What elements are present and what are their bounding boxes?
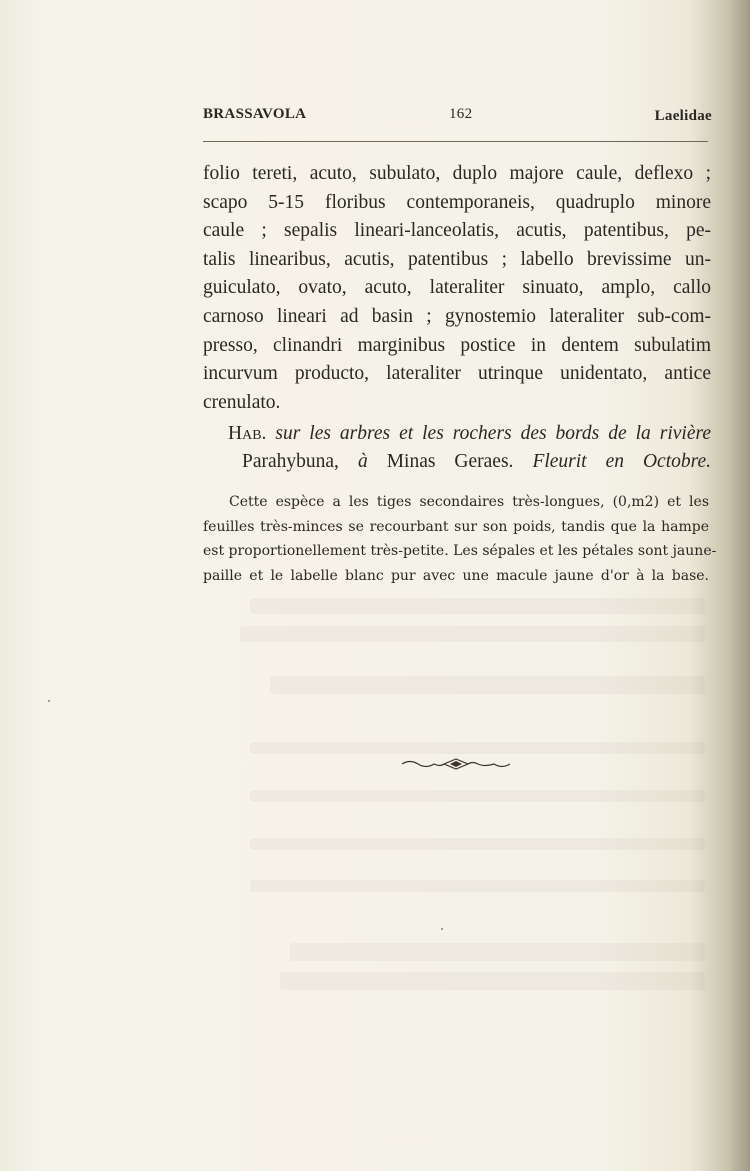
running-head-family: Laelidae	[654, 108, 712, 124]
habitat-paragraph	[203, 420, 711, 476]
latin-line: carnoso lineari ad basin ; gynostemio lateraliter sub-com-	[203, 305, 711, 327]
habitat-preposition: à	[357, 451, 368, 472]
latin-description	[203, 160, 711, 417]
latin-line: caule ; sepalis lineari-lanceolatis, acutis, patentibus, pe-	[203, 220, 711, 242]
habitat-label: Hab.	[228, 423, 267, 444]
latin-line: presso, clinandri marginibus postice in dentem subulatim	[203, 334, 711, 356]
page-number: 162	[449, 106, 473, 122]
latin-line: folio tereti, acuto, subulato, duplo majore caule, deflexo ;	[203, 163, 711, 184]
header-rule	[203, 141, 708, 142]
habitat-river: Parahybuna,	[242, 451, 339, 472]
running-head	[203, 106, 712, 128]
note-line: est proportionellement très-petite. Les sépales et les pétales sont jaune-	[203, 543, 717, 560]
habitat-region: Minas Geraes.	[386, 451, 514, 472]
note-line: feuilles très-minces se recourbant sur son poids, tandis que la hampe	[203, 518, 709, 535]
habitat-location-italic: sur les arbres et les rochers des bords de la rivière	[275, 423, 712, 444]
note-line: paille et le labelle blanc pur avec une macule jaune d'or à la base.	[203, 567, 709, 584]
note-line: Cette espèce a les tiges secondaires très-longues, (0,m2) et les	[229, 494, 709, 510]
habitat-line-1	[203, 420, 711, 448]
latin-line: incurvum producto, lateraliter utrinque unidentato, antice	[203, 363, 711, 385]
latin-line: crenulato.	[203, 391, 281, 413]
running-head-genus: BRASSAVOLA	[203, 106, 307, 122]
latin-line: scapo 5-15 floribus contemporaneis, quadruplo minore	[203, 191, 711, 213]
latin-line: talis linearibus, acutis, patentibus ; labello brevissime un-	[203, 248, 711, 270]
habitat-flowering: Fleurit en Octobre.	[532, 451, 712, 472]
french-note	[203, 490, 717, 588]
latin-line: guiculato, ovato, acuto, lateraliter sinuato, amplo, callo	[203, 277, 711, 299]
section-end-ornament	[400, 757, 512, 771]
habitat-line-2	[203, 448, 711, 476]
